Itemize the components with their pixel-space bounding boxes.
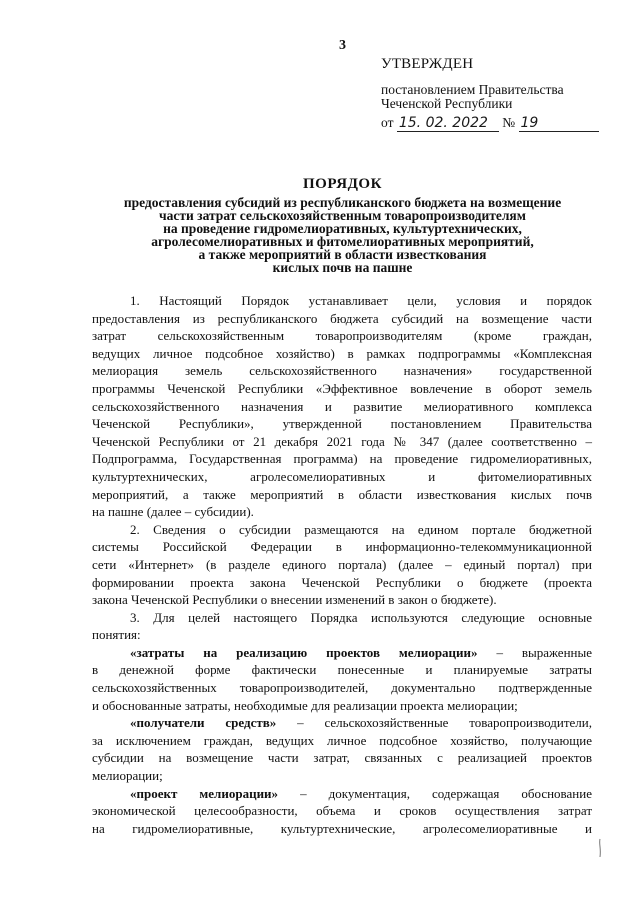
body-line: за исключением граждан, ведущих личное подсобное хозяйство, получающие [92,732,592,748]
subtitle-line: части затрат сельскохозяйственным товаропроизводителям [159,208,526,223]
body-line: Чеченской Республики от 21 декабря 2021 года № 347 (далее соответственно – [92,433,592,449]
subtitle-line: предоставления субсидий из республиканского бюджета на возмещение [123,195,562,210]
body-line: затрат сельскохозяйственным товаропроизводителям (кроме граждан, [92,328,592,344]
body-line: понятия: [92,627,141,643]
approval-line-1: постановлением Правительства [381,82,564,97]
handwritten-number: 19 [519,115,599,132]
body-line: системы Российской Федерации в информационно-телекоммуникационной [92,539,592,555]
definition-text: – сельскохозяйственные товаропроизводители, [276,715,592,731]
body-line: формировании проекта закона Чеченской Республики о бюджете (проекта [92,574,592,590]
body-line: мероприятий, а также мероприятий в области известкования кислых почв [92,486,592,502]
body-line: ведущих личное подсобное хозяйство) в рамках подпрограммы «Комплексная [92,345,592,361]
body-line: сельскохозяйственных товаропроизводителей, документально подтвержденные [92,680,592,696]
body-line: закона Чеченской Республики о внесении изменений в закон о бюджете). [92,592,497,608]
subtitle-line: а также мероприятий в области известкования [198,247,487,262]
approval-date-line [381,115,631,132]
body-line: сети «Интернет» (в разделе единого портала) (далее – единый портал) при [92,556,592,572]
body-line: на пашне (далее – субсидии). [92,504,254,520]
subtitle-line: кислых почв на пашне [272,260,413,275]
body-line: мелиорации; [92,768,163,784]
document-body [92,292,592,837]
body-line: и обоснованные затраты, необходимые для реализации проекта мелиорации; [92,697,518,713]
approval-line-2: Чеченской Республики [381,96,513,111]
handwritten-date: 15. 02. 2022 [397,115,499,132]
body-line: сельскохозяйственного назначения и развитие мелиоративного комплекса [92,398,592,414]
body-line: мелиорация земель сельскохозяйственного назначения» государственной [92,363,592,379]
date-prefix: от [381,115,394,130]
subtitle-line: на проведение гидромелиоративных, культуртехнических, [163,221,522,236]
body-line: 3. Для целей настоящего Порядка используются следующие основные [130,609,592,625]
document-title: ПОРЯДОК [303,176,382,192]
definition-term: «получатели средств» [130,715,277,731]
definition-line [92,714,592,732]
body-line: субсидии на возмещение части затрат, связанных с реализацией проектов [92,750,592,766]
body-line: Подпрограмма, Государственная программа) на проведение гидромелиоративных, [92,451,592,467]
definition-term: «затраты на реализацию проектов мелиорации» [130,644,478,660]
definition-line [92,785,592,803]
body-line: на гидромелиоративные, культуртехнические, агролесомелиоративные и [92,820,592,836]
body-line: экономической целесообразности, объема и сроков осуществления затрат [92,803,592,819]
body-line: программы Чеченской Республики «Эффективное вовлечение в оборот земель [92,380,592,396]
body-line: 1. Настоящий Порядок устанавливает цели, условия и порядок [130,293,592,308]
definition-term: «проект мелиорации» [130,785,279,801]
definition-text: – документация, содержащая обоснование [278,785,592,801]
body-line: предоставления из республиканского бюджета субсидий на возмещение части [92,310,592,326]
subtitle-line: агролесомелиоративных и фитомелиоративных мероприятий, [151,234,534,249]
body-line: Чеченской Республики», утвержденной постановлением Правительства [92,416,592,432]
pen-mark-icon [596,838,604,858]
approval-heading: УТВЕРЖДЕН [381,56,474,72]
body-line: культуртехнических, агролесомелиоративных и фитомелиоративных [92,468,592,484]
number-prefix: № [502,115,516,130]
body-line: в денежной форме фактически понесенные и планируемые затраты [92,662,592,678]
body-line: 2. Сведения о субсидии размещаются на едином портале бюджетной [130,521,592,537]
definition-line [92,644,592,662]
document-subtitle [60,196,625,274]
approval-block [381,55,631,132]
page-number: 3 [339,38,346,53]
definition-text: – выраженные [477,644,592,660]
